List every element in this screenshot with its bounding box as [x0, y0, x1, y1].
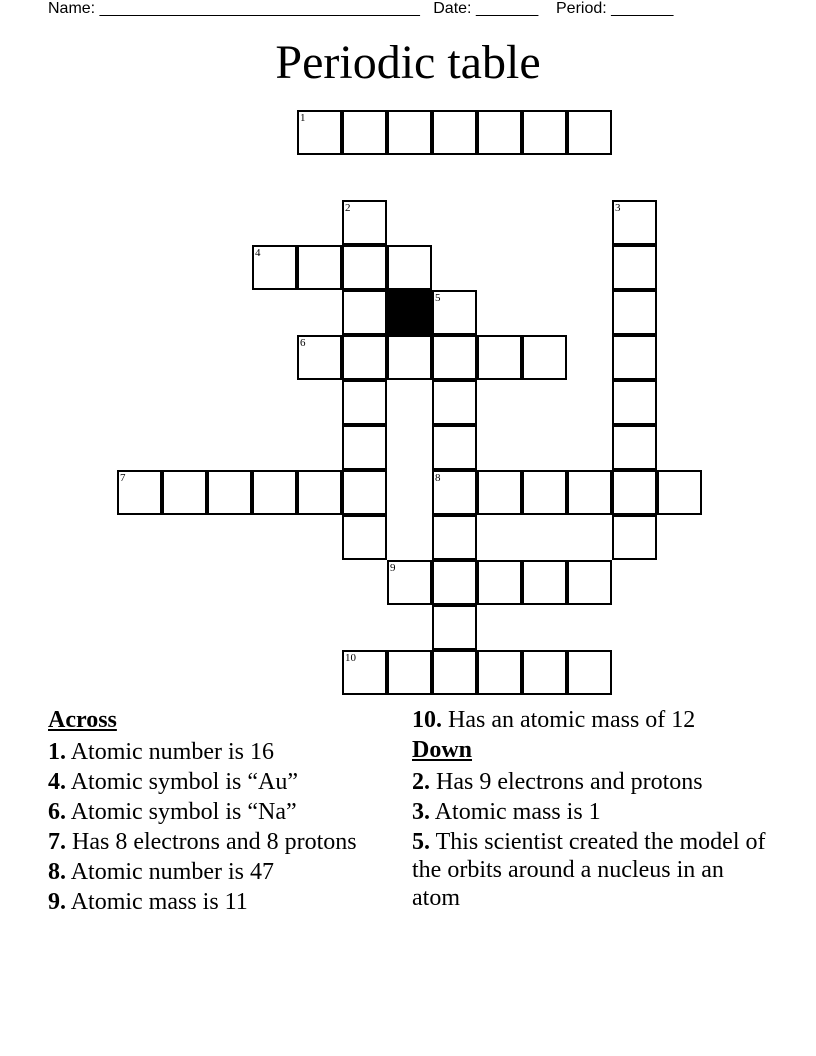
grid-cell[interactable]: [342, 470, 387, 515]
clue-item-text: Atomic mass is 11: [70, 889, 248, 915]
grid-cell[interactable]: [567, 560, 612, 605]
grid-cell[interactable]: [342, 650, 387, 695]
across-continued-clue-list: [412, 706, 772, 734]
grid-cell[interactable]: [342, 380, 387, 425]
grid-cell[interactable]: [522, 335, 567, 380]
across-clue-list: [48, 738, 398, 916]
grid-cell[interactable]: [387, 245, 432, 290]
clue-item-number: 6.: [48, 799, 66, 825]
clue-item-text: Has an atomic mass of 12: [448, 707, 696, 733]
grid-cell[interactable]: [297, 470, 342, 515]
clue-number: 7: [120, 472, 126, 484]
grid-cell[interactable]: [432, 605, 477, 650]
clue-item-text: Atomic number is 47: [70, 859, 274, 885]
clue-item-number: 4.: [48, 769, 66, 795]
grid-cell[interactable]: [432, 110, 477, 155]
grid-cell[interactable]: [612, 470, 657, 515]
clue-number: 5: [435, 292, 441, 304]
clue-item-number: 10.: [412, 707, 442, 733]
grid-cell[interactable]: [432, 380, 477, 425]
clue-item: [48, 858, 398, 886]
clue-item-number: 7.: [48, 829, 66, 855]
clue-item-number: 8.: [48, 859, 66, 885]
black-square: [387, 290, 432, 335]
clue-item-text: Atomic symbol is “Au”: [70, 769, 298, 795]
clue-number: 2: [345, 202, 351, 214]
clue-number: 6: [300, 337, 306, 349]
grid-cell[interactable]: [387, 650, 432, 695]
grid-cell[interactable]: [342, 290, 387, 335]
clues-right-column: [412, 706, 772, 914]
grid-cell[interactable]: [342, 110, 387, 155]
clue-item-number: 3.: [412, 799, 430, 825]
grid-cell[interactable]: [432, 515, 477, 560]
clue-item-number: 9.: [48, 889, 66, 915]
clue-item-text: Atomic mass is 1: [434, 799, 601, 825]
grid-cell[interactable]: [477, 650, 522, 695]
clue-item: [48, 738, 398, 766]
grid-cell[interactable]: [477, 560, 522, 605]
grid-cell[interactable]: [297, 245, 342, 290]
grid-cell[interactable]: [432, 650, 477, 695]
clue-item-text: Has 9 electrons and protons: [436, 769, 703, 795]
grid-cell[interactable]: [342, 245, 387, 290]
grid-cell[interactable]: [657, 470, 702, 515]
grid-cell[interactable]: [342, 200, 387, 245]
grid-cell[interactable]: [567, 650, 612, 695]
down-heading: Down: [412, 737, 473, 763]
clue-item-text: This scientist created the model of the orbits around a nucleus in an atom: [412, 829, 766, 911]
across-heading: Across: [48, 707, 117, 733]
grid-cell[interactable]: [162, 470, 207, 515]
grid-cell[interactable]: [252, 245, 297, 290]
clue-item-text: Atomic number is 16: [70, 739, 274, 765]
grid-cell[interactable]: [297, 110, 342, 155]
clue-item: [48, 768, 398, 796]
clue-item: [48, 798, 398, 826]
grid-cell[interactable]: [612, 290, 657, 335]
grid-cell[interactable]: [387, 335, 432, 380]
clue-item-number: 1.: [48, 739, 66, 765]
grid-cell[interactable]: [522, 470, 567, 515]
clue-item-number: 2.: [412, 769, 430, 795]
clue-item: [48, 828, 398, 856]
grid-cell[interactable]: [612, 245, 657, 290]
grid-cell[interactable]: [567, 110, 612, 155]
grid-cell[interactable]: [297, 335, 342, 380]
grid-cell[interactable]: [612, 200, 657, 245]
clue-item: [412, 768, 772, 796]
grid-cell[interactable]: [432, 290, 477, 335]
clue-item: [48, 888, 398, 916]
clue-item: [412, 706, 772, 734]
grid-cell[interactable]: [387, 560, 432, 605]
clues-left-column: [48, 706, 398, 918]
grid-cell[interactable]: [477, 470, 522, 515]
grid-cell[interactable]: [387, 110, 432, 155]
grid-cell[interactable]: [477, 110, 522, 155]
clue-item: [412, 828, 772, 912]
clue-item-text: Atomic symbol is “Na”: [70, 799, 297, 825]
grid-cell[interactable]: [612, 515, 657, 560]
grid-cell[interactable]: [432, 470, 477, 515]
clue-number: 3: [615, 202, 621, 214]
grid-cell[interactable]: [117, 470, 162, 515]
grid-cell[interactable]: [207, 470, 252, 515]
clue-number: 4: [255, 247, 261, 259]
grid-cell[interactable]: [432, 425, 477, 470]
clue-number: 9: [390, 562, 396, 574]
grid-cell[interactable]: [567, 470, 612, 515]
grid-cell[interactable]: [342, 515, 387, 560]
grid-cell[interactable]: [612, 425, 657, 470]
clue-item-text: Has 8 electrons and 8 protons: [72, 829, 357, 855]
grid-cell[interactable]: [432, 560, 477, 605]
down-clue-list: [412, 768, 772, 912]
clue-item: [412, 798, 772, 826]
grid-cell[interactable]: [477, 335, 522, 380]
clue-number: 10: [345, 652, 356, 664]
grid-cell[interactable]: [522, 110, 567, 155]
worksheet-header: Name: ____________________________________ Date: _______ Period: _______: [48, 0, 674, 17]
page-title: Periodic table: [275, 36, 541, 89]
grid-cell[interactable]: [522, 650, 567, 695]
grid-cell[interactable]: [342, 335, 387, 380]
clue-item-number: 5.: [412, 829, 430, 855]
grid-cell[interactable]: [612, 380, 657, 425]
grid-cell[interactable]: [522, 560, 567, 605]
grid-cell[interactable]: [342, 425, 387, 470]
clue-number: 8: [435, 472, 441, 484]
clue-number: 1: [300, 112, 306, 124]
grid-cell[interactable]: [252, 470, 297, 515]
grid-cell[interactable]: [612, 335, 657, 380]
grid-cell[interactable]: [432, 335, 477, 380]
